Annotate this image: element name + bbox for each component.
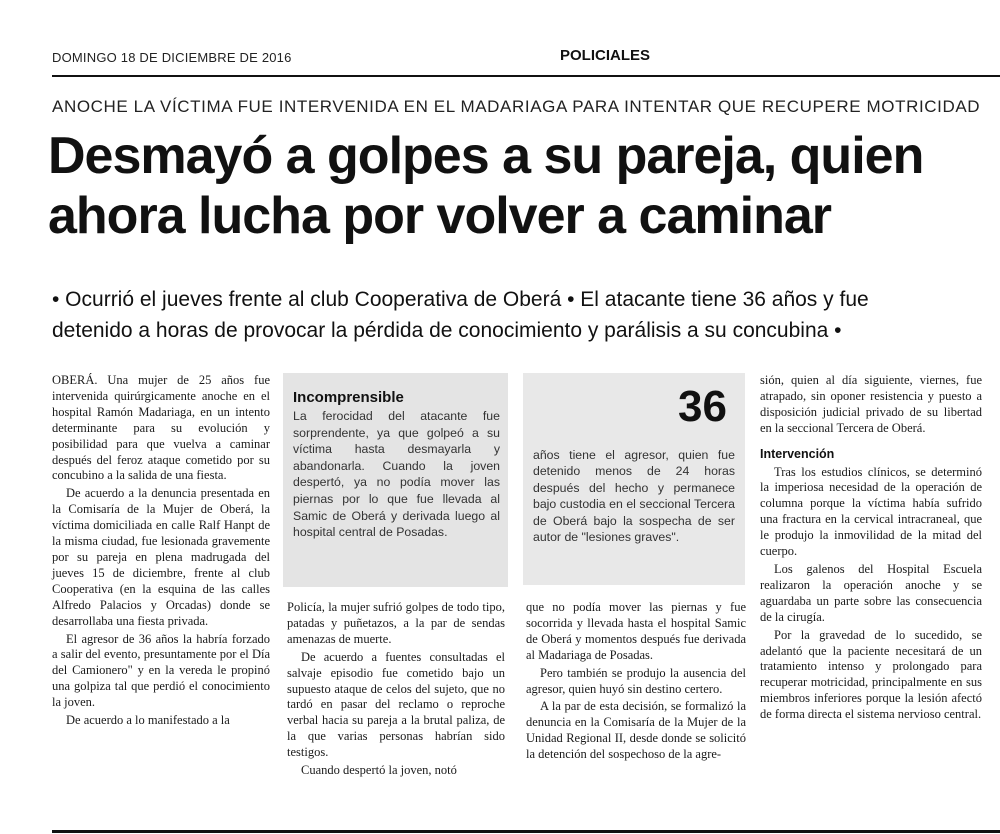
body-paragraph: De acuerdo a lo manifestado a la xyxy=(66,713,230,728)
body-paragraph: Tras los estudios clínicos, se determinó la imperiosa necesidad de la operación de columna porque la víctima había sufrido una fractura en la cervical intracraneal, que le produjo la inmovilidad de la mitad del cuerpo. xyxy=(760,464,982,559)
footer-rule xyxy=(52,830,1000,833)
sidebar-stat-box xyxy=(523,373,745,585)
section-name: POLICIALES xyxy=(560,47,651,64)
header-rule xyxy=(52,75,1000,77)
body-paragraph: De acuerdo a la denuncia presentada en la Comisaría de la Mujer de Oberá, la víctima domiciliada en calle Ralf Hanpt de la misma ciudad, fue lesionada gravemente por su pareja en plena madrugada del jueves 15 de diciembre, frente al club Cooperativa (en la esquina de las calles Alfredo Palacios y Orcadas) donde se desarrollaba una fiesta privada. xyxy=(52,486,270,628)
body-paragraph: Por la gravedad de lo sucedido, se adelantó que la paciente necesitará de un tratamiento intenso y prolongado para recuperar motricidad, principalmente en sus miembros inferiores porque la lesión afectó de forma directa el sistema nervioso central. xyxy=(760,627,982,722)
body-paragraph: El agresor de 36 años la habría forzado a salir del evento, presuntamente por el Día del Camionero" y en la vereda le propinó una golpiza tal que perdió el conocimiento la joven. xyxy=(52,631,270,710)
headline-line: Desmayó a golpes a su pareja, quien xyxy=(48,127,924,185)
body-column-4 xyxy=(760,373,982,723)
article-kicker: ANOCHE LA VÍCTIMA FUE INTERVENIDA EN EL MADARIAGA PARA INTENTAR QUE RECUPERE MOTRICIDAD xyxy=(52,97,981,116)
stat-text: años tiene el agresor, quien fue detenido menos de 24 horas después del hecho y permanece bajo custodia en el seccional Tercera de Oberá bajo la sospecha de ser autor de "lesiones graves". xyxy=(533,448,735,545)
section-subhead: Intervención xyxy=(760,446,835,461)
issue-date: DOMINGO 18 DE DICIEMBRE DE 2016 xyxy=(52,50,292,65)
body-column-3 xyxy=(526,600,746,763)
sidebar-incomprensible xyxy=(283,373,508,587)
body-paragraph: Cuando despertó la joven, notó xyxy=(301,763,457,778)
body-paragraph: A la par de esta decisión, se formalizó la denuncia en la Comisaría de la Mujer de la Unidad Regional II, desde donde se solicitó la detención del sospechoso de la agre- xyxy=(526,699,746,762)
article-headline xyxy=(48,126,1000,246)
article-deck xyxy=(52,284,1000,346)
body-paragraph: OBERÁ. Una mujer de 25 años fue intervenida quirúrgicamente anoche en el hospital Ramón Madariaga, en un intento determinante para su evolución y posibilidad para que vuelva a caminar después del feroz ataque cometido por su concubino a la salida de una fiesta. xyxy=(52,373,270,483)
body-column-1 xyxy=(52,373,270,729)
deck-line: • Ocurrió el jueves frente al club Cooperativa de Oberá • El atacante tiene 36 años y fue xyxy=(52,288,869,311)
body-paragraph: Los galenos del Hospital Escuela realizaron la operación anoche y se aguardaba un parte sobre las consecuencia de la cirugía. xyxy=(760,561,982,624)
stat-number: 36 xyxy=(678,382,727,431)
body-paragraph: Pero también se produjo la ausencia del agresor, quien huyó sin destino certero. xyxy=(526,665,746,696)
body-paragraph: De acuerdo a fuentes consultadas el salvaje episodio fue cometido bajo un supuesto ataque de celos del sujeto, que no tardó en pasar del reclamo o reproche verbal hacia su pareja a la brutal paliza, de la que varias personas habrían sido testigos. xyxy=(287,649,505,760)
headline-line: ahora lucha por volver a caminar xyxy=(48,187,831,245)
body-column-2 xyxy=(287,600,505,779)
deck-line: detenido a horas de provocar la pérdida de conocimiento y parálisis a su concubina • xyxy=(52,319,842,342)
body-paragraph: Policía, la mujer sufrió golpes de todo tipo, patadas y puñetazos, a la par de sendas amenazas de muerte. xyxy=(287,600,505,646)
sidebar-text: La ferocidad del atacante fue sorprendente, ya que golpeó a su víctima hasta desmayarla y abandonarla. Cuando la joven despertó, ya no podía mover las piernas por lo que fue llevada al Samic de Oberá y derivada luego al hospital central de Posadas. xyxy=(293,409,500,540)
body-paragraph: sión, quien al día siguiente, viernes, fue atrapado, sin oponer resistencia y puesto a disposición judicial privado de su libertad en la seccional Tercera de Oberá. xyxy=(760,373,982,435)
body-paragraph: que no podía mover las piernas y fue socorrida y llevada hasta el hospital Samic de Oberá y momentos después fue derivada al Madariaga de Posadas. xyxy=(526,600,746,662)
sidebar-title: Incomprensible xyxy=(293,389,404,406)
